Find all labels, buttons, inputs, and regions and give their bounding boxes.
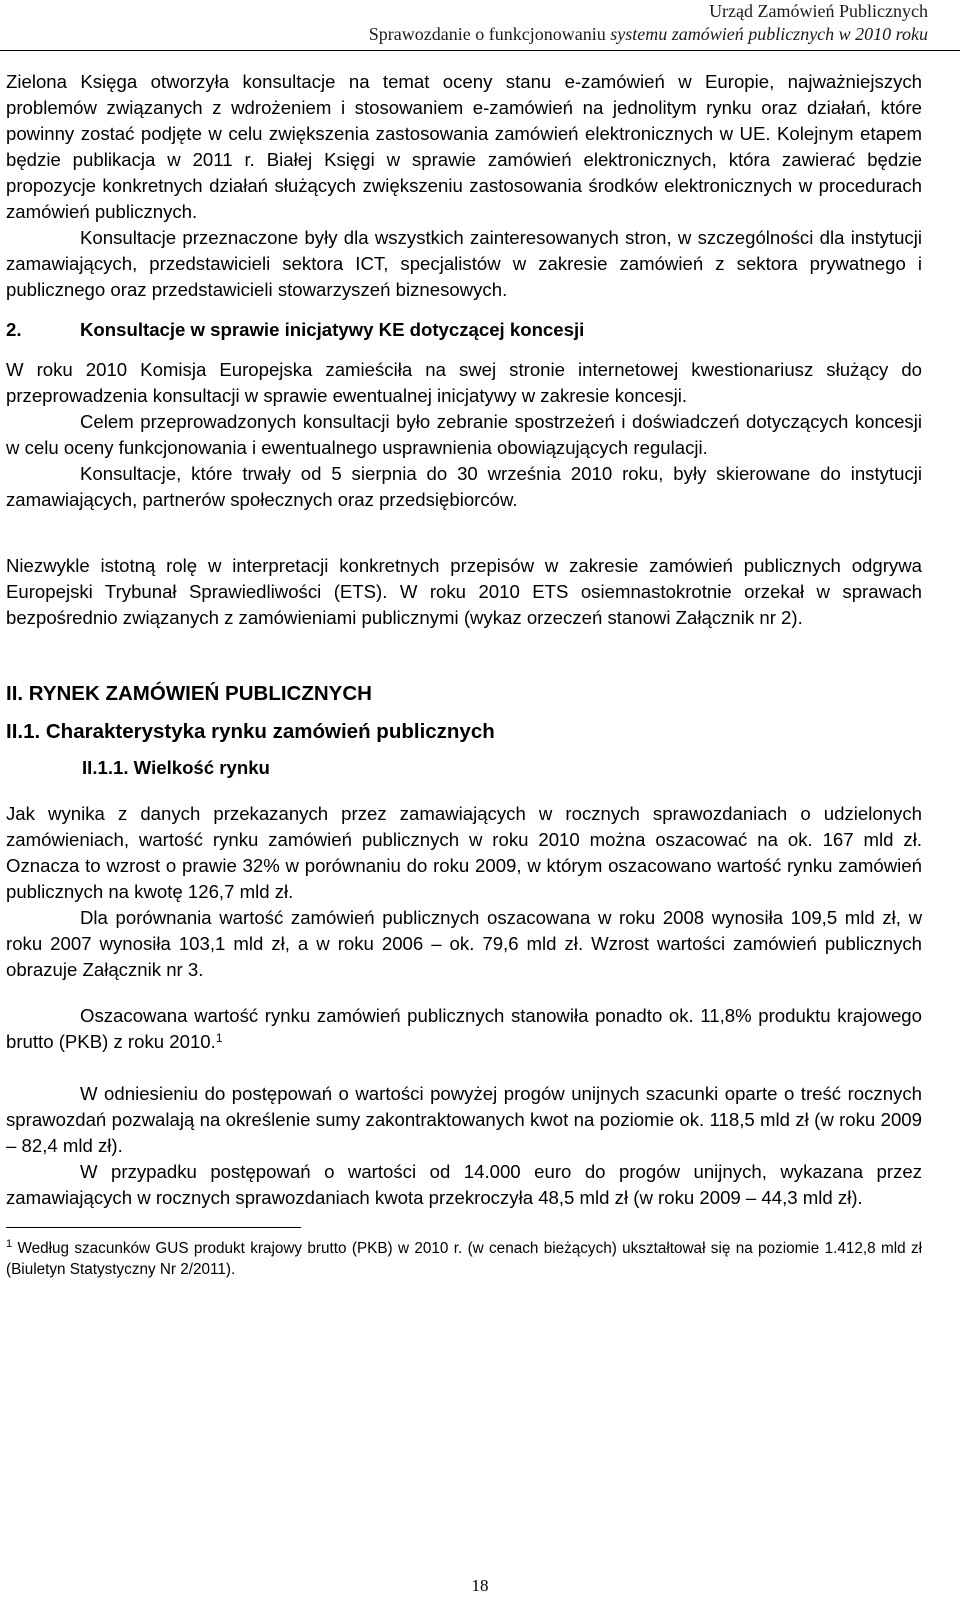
page-number: 18 bbox=[471, 1576, 489, 1595]
footnote-number: 1 bbox=[6, 1238, 13, 1250]
paragraph: W odniesieniu do postępowań o wartości powyżej progów unijnych szacunki oparte o treść rocznych sprawozdań pozwalają na określenie sumy zakontraktowanych kwot na poziomie ok. 118,5 mld zł (w roku 2009 – 82,4 mld zł). bbox=[6, 1083, 922, 1156]
section-heading-number: 2. bbox=[6, 319, 22, 340]
footnote-text: Według szacunków GUS produkt krajowy brutto (PKB) w 2010 r. (w cenach bieżących) ukształtował się na poziomie 1.412,8 mld zł (Biuletyn Statystyczny Nr 2/2011). bbox=[6, 1240, 922, 1278]
footnote-reference: 1 bbox=[215, 1031, 223, 1045]
header-report-title-italic: systemu zamówień publicznych w 2010 roku bbox=[610, 24, 928, 44]
paragraph: Konsultacje przeznaczone były dla wszystkich zainteresowanych stron, w szczególności dla instytucji zamawiających, przedstawicieli sektora ICT, specjalistów w zakresie zamówień z sektora prywatnego i publicznego oraz przedstawicieli stowarzyszeń biznesowych. bbox=[6, 227, 922, 300]
header-report-title bbox=[369, 23, 928, 46]
paragraph: Niezwykle istotną rolę w interpretacji konkretnych przepisów w zakresie zamówień publicznych odgrywa Europejski Trybunał Sprawiedliwości (ETS). W roku 2010 ETS osiemnastokrotnie orzekał w sprawach bezpośrednio związanych z zamówieniami publicznymi (wykaz orzeczeń stanowi Załącznik nr 2). bbox=[6, 555, 922, 628]
document-body bbox=[6, 69, 922, 1280]
paragraph-text: Oszacowana wartość rynku zamówień publicznych stanowiła ponadto ok. 11,8% produktu krajowego brutto (PKB) z roku 2010. bbox=[6, 1005, 922, 1052]
chapter-heading: II. RYNEK ZAMÓWIEŃ PUBLICZNYCH bbox=[6, 682, 372, 705]
paragraph: Konsultacje, które trwały od 5 sierpnia do 30 września 2010 roku, były skierowane do instytucji zamawiających, partnerów społecznych oraz przedsiębiorców. bbox=[6, 463, 922, 510]
footnote-divider bbox=[6, 1227, 301, 1228]
section-heading-text: Konsultacje w sprawie inicjatywy KE dotyczącej koncesji bbox=[80, 319, 585, 340]
paragraph: W roku 2010 Komisja Europejska zamieściła na swej stronie internetowej kwestionariusz służący do przeprowadzenia konsultacji w sprawie ewentualnej inicjatywy w zakresie koncesji. bbox=[6, 359, 922, 406]
subsection-heading: II.1.1. Wielkość rynku bbox=[82, 757, 270, 778]
footnote bbox=[6, 1238, 922, 1280]
section-heading-2 bbox=[6, 317, 922, 343]
paragraph: Celem przeprowadzonych konsultacji było zebranie spostrzeżeń i doświadczeń dotyczących koncesji w celu oceny funkcjonowania i ewentualnego usprawnienia obowiązujących regulacji. bbox=[6, 411, 922, 458]
paragraph: Zielona Księga otworzyła konsultacje na temat oceny stanu e-zamówień w Europie, najważniejszych problemów związanych z wdrożeniem i stosowaniem e-zamówień na jednolitym rynku oraz działań, które powinny zostać podjęte w celu zwiększenia zastosowania zamówień elektronicznych w UE. Kolejnym etapem będzie publikacja w 2011 r. Białej Księgi w sprawie zamówień elektronicznych, która zawierać będzie propozycje konkretnych działań służących zwiększeniu zastosowania środków elektronicznych w procedurach zamówień publicznych. bbox=[6, 71, 922, 222]
header-report-title-prefix: Sprawozdanie o funkcjonowaniu bbox=[368, 24, 611, 44]
paragraph: Jak wynika z danych przekazanych przez zamawiających w rocznych sprawozdaniach o udzielonych zamówieniach, wartość rynku zamówień publicznych w roku 2010 można oszacować na ok. 167 mld zł. Oznacza to wzrost o prawie 32% w porównaniu do roku 2009, w którym oszacowano wartość rynku zamówień publicznych na kwotę 126,7 mld zł. bbox=[6, 803, 922, 902]
page-header bbox=[369, 0, 928, 46]
section-heading: II.1. Charakterystyka rynku zamówień publicznych bbox=[6, 720, 495, 743]
paragraph: Dla porównania wartość zamówień publicznych oszacowana w roku 2008 wynosiła 109,5 mld zł, w roku 2007 wynosiła 103,1 mld zł, a w roku 2006 – ok. 79,6 mld zł. Wzrost wartości zamówień publicznych obrazuje Załącznik nr 3. bbox=[6, 907, 922, 980]
paragraph bbox=[6, 1003, 922, 1055]
paragraph: W przypadku postępowań o wartości od 14.000 euro do progów unijnych, wykazana przez zamawiających w rocznych sprawozdaniach kwota przekroczyła 48,5 mld zł (w roku 2009 – 44,3 mld zł). bbox=[6, 1161, 922, 1208]
header-divider bbox=[0, 50, 960, 51]
header-office-name: Urząd Zamówień Publicznych bbox=[709, 1, 928, 21]
